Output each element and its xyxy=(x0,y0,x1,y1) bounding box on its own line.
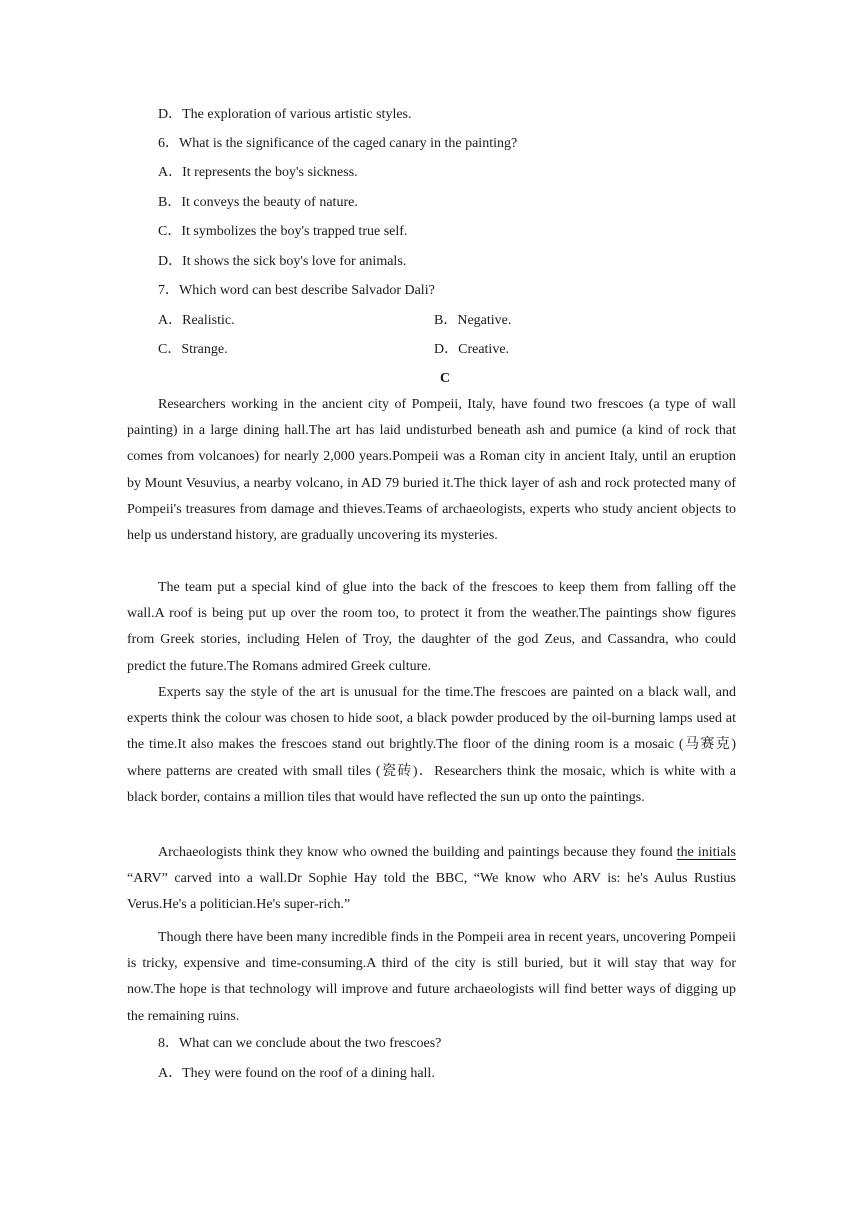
q6-option-a: A．It represents the boy's sickness. xyxy=(158,165,358,180)
q7-option-d: D．Creative. xyxy=(434,342,510,357)
underlined-phrase: the initials xyxy=(676,845,737,860)
q5-option-d: D．The exploration of various artistic styles. xyxy=(158,107,412,122)
q7-question: 7．Which word can best describe Salvador Dali? xyxy=(158,283,435,298)
q8-question: 8．What can we conclude about the two frescoes? xyxy=(158,1036,442,1051)
q6-option-d: D．It shows the sick boy's love for animals. xyxy=(158,254,407,269)
q8-option-a: A．They were found on the roof of a dining hall. xyxy=(158,1066,435,1081)
paragraph-4-text-end: “ARV” carved into a wall.Dr Sophie Hay told the BBC, “We know who ARV is: he's Aulus Rustius Verus.He's a politician.He's super-rich.” xyxy=(127,871,736,913)
paragraph-4-text-start: Archaeologists think they know who owned the building and paintings because they found xyxy=(158,845,677,860)
q6-question: 6．What is the significance of the caged canary in the painting? xyxy=(158,136,518,151)
passage-paragraph-3: Experts say the style of the art is unusual for the time.The frescoes are painted on a black wall, and experts think the colour was chosen to hide soot, a black powder produced by the oil-burning lamps used at the time.It also makes the frescoes stand out brightly.The floor of the dining room is a mosaic (马赛克) where patterns are created with small tiles (瓷砖)．Researchers think the mosaic, which is white with a black border, contains a million tiles that would have reflected the sun up onto the paintings. xyxy=(127,685,736,805)
q6-option-b: B．It conveys the beauty of nature. xyxy=(158,195,358,210)
q7-option-b: B．Negative. xyxy=(434,313,512,328)
passage-paragraph-1: Researchers working in the ancient city of Pompeii, Italy, have found two frescoes (a type of wall painting) in a large dining hall.The art has laid undisturbed beneath ash and pumice (a kind of rock that comes from volcanoes) for nearly 2,000 years.Pompeii was a Roman city in ancient Italy, until an eruption by Mount Vesuvius, a nearby volcano, in AD 79 buried it.The thick layer of ash and rock protected many of Pompeii's treasures from damage and thieves.Teams of archaeologists, experts who study ancient objects to help us understand history, are gradually uncovering its mysteries. xyxy=(127,397,736,544)
q6-option-c: C．It symbolizes the boy's trapped true self. xyxy=(158,224,408,239)
passage-paragraph-2: The team put a special kind of glue into the back of the frescoes to keep them from falling off the wall.A roof is being put up over the room too, to protect it from the weather.The paintings show figures from Greek stories, including Helen of Troy, the daughter of the god Zeus, and Cassandra, who could predict the future.The Romans admired Greek culture. xyxy=(127,580,736,674)
passage-paragraph-4 xyxy=(127,840,736,919)
passage-paragraph-5: Though there have been many incredible finds in the Pompeii area in recent years, uncovering Pompeii is tricky, expensive and time-consuming.A third of the city is still buried, but it will stay that way for now.The hope is that technology will improve and future archaeologists will find better ways of digging up the remaining ruins. xyxy=(127,930,736,1024)
q7-option-a: A．Realistic. xyxy=(158,313,235,328)
q7-option-c: C．Strange. xyxy=(158,342,228,357)
section-heading: C xyxy=(439,371,451,386)
